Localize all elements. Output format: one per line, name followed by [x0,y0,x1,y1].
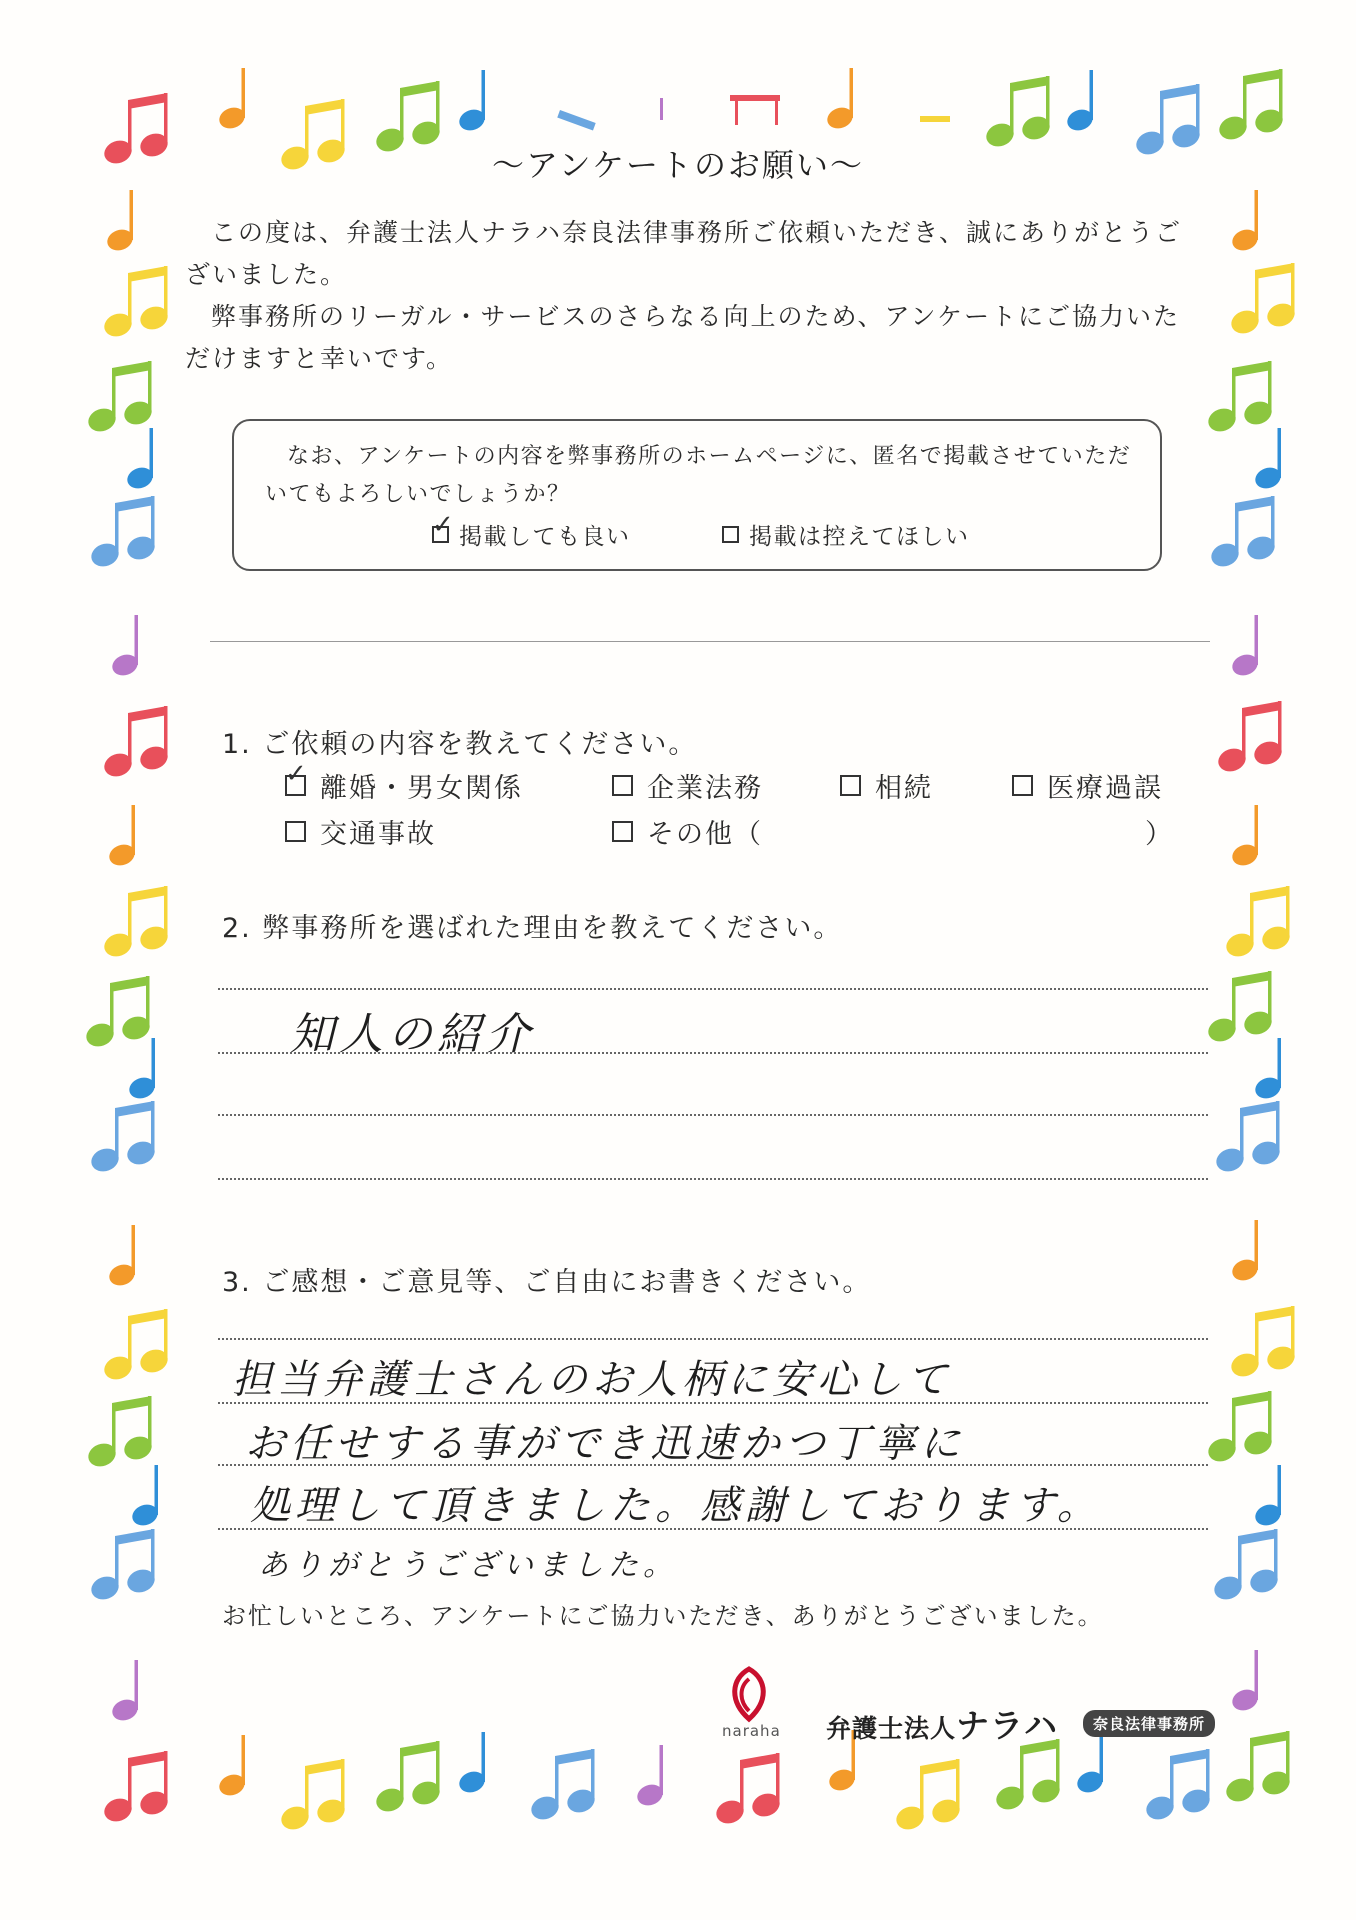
q1-option-malpractice[interactable] [1012,766,1163,805]
q1-corporate-label: 企業法務 [647,773,763,804]
q1-traffic-checkbox[interactable] [285,821,306,842]
firm-name [826,1700,1058,1747]
question-2: 2. 弊事務所を選ばれた理由を教えてください。 [222,913,843,944]
intro-paragraph-1: この度は、弁護士法人ナラハ奈良法律事務所ご依頼いただき、誠にありがとうございました。 [185,218,1183,289]
consent-no-option[interactable] [722,518,970,551]
consent-question: なお、アンケートの内容を弊事務所のホームページに、匿名で掲載させていただいてもよろしいでしょうか？ [265,444,1132,507]
closing-thanks: お忙しいところ、アンケートにご協力いただき、ありがとうございました。 [222,1602,1104,1630]
answer-line [218,1114,1208,1116]
logo-wordmark: naraha [722,1722,781,1740]
firm-office-badge: 奈良法律事務所 [1083,1710,1215,1737]
answer-line [218,988,1208,990]
q1-other-label: その他（ [647,819,763,850]
q1-option-inheritance[interactable] [840,766,933,805]
consent-no-checkbox[interactable] [722,526,739,543]
question-1: 1. ご依頼の内容を教えてください。 [222,729,698,760]
section-divider [210,641,1210,642]
q3-answer-line-3: 処理して頂きました。感謝しております。 [250,1483,1102,1529]
q1-option-divorce[interactable] [285,759,523,805]
answer-line [218,1338,1208,1340]
intro-paragraph-2: 弊事務所のリーガル・サービスのさらなる向上のため、アンケートにご協力いただけますと幸いです。 [185,302,1181,373]
consent-yes-option[interactable] [432,510,631,551]
answer-line [218,1178,1208,1180]
question-3: 3. ご感想・ご意見等、ご自由にお書きください。 [222,1267,872,1298]
firm-prefix: 弁護士法人 [826,1714,957,1743]
naraha-logo-icon [725,1665,773,1723]
consent-no-label: 掲載は控えてほしい [749,524,970,550]
q3-answer-line-4: ありがとうございました。 [258,1548,678,1583]
firm-brand: ナラハ [956,1706,1059,1745]
q3-answer-line-2: お任せする事ができ迅速かつ丁寧に [245,1421,965,1467]
consent-yes-label: 掲載しても良い [459,524,631,550]
page-title: ～アンケートのお願い～ [491,146,865,184]
q1-option-other[interactable] [612,812,763,851]
q1-divorce-checkbox[interactable] [285,759,309,796]
q1-other-close-paren: ） [1145,819,1174,850]
intro-text [185,212,1205,380]
q3-answer-line-1: 担当弁護士さんのお人柄に安心して [232,1357,952,1403]
q1-malpractice-checkbox[interactable] [1012,775,1033,796]
q1-inheritance-checkbox[interactable] [840,775,861,796]
q1-divorce-label: 離婚・男女関係 [320,773,523,804]
q1-option-traffic[interactable] [285,812,436,851]
check-mark-icon: ✓ [285,759,309,789]
q1-corporate-checkbox[interactable] [612,775,633,796]
q1-other-checkbox[interactable] [612,821,633,842]
check-mark-icon: ✓ [432,510,456,540]
consent-yes-checkbox[interactable] [432,510,456,543]
q2-handwritten-answer: 知人の紹介 [290,1009,535,1060]
q1-option-corporate[interactable] [612,766,763,805]
q1-inheritance-label: 相続 [875,773,933,804]
q1-traffic-label: 交通事故 [320,819,436,850]
q1-malpractice-label: 医療過誤 [1047,773,1163,804]
